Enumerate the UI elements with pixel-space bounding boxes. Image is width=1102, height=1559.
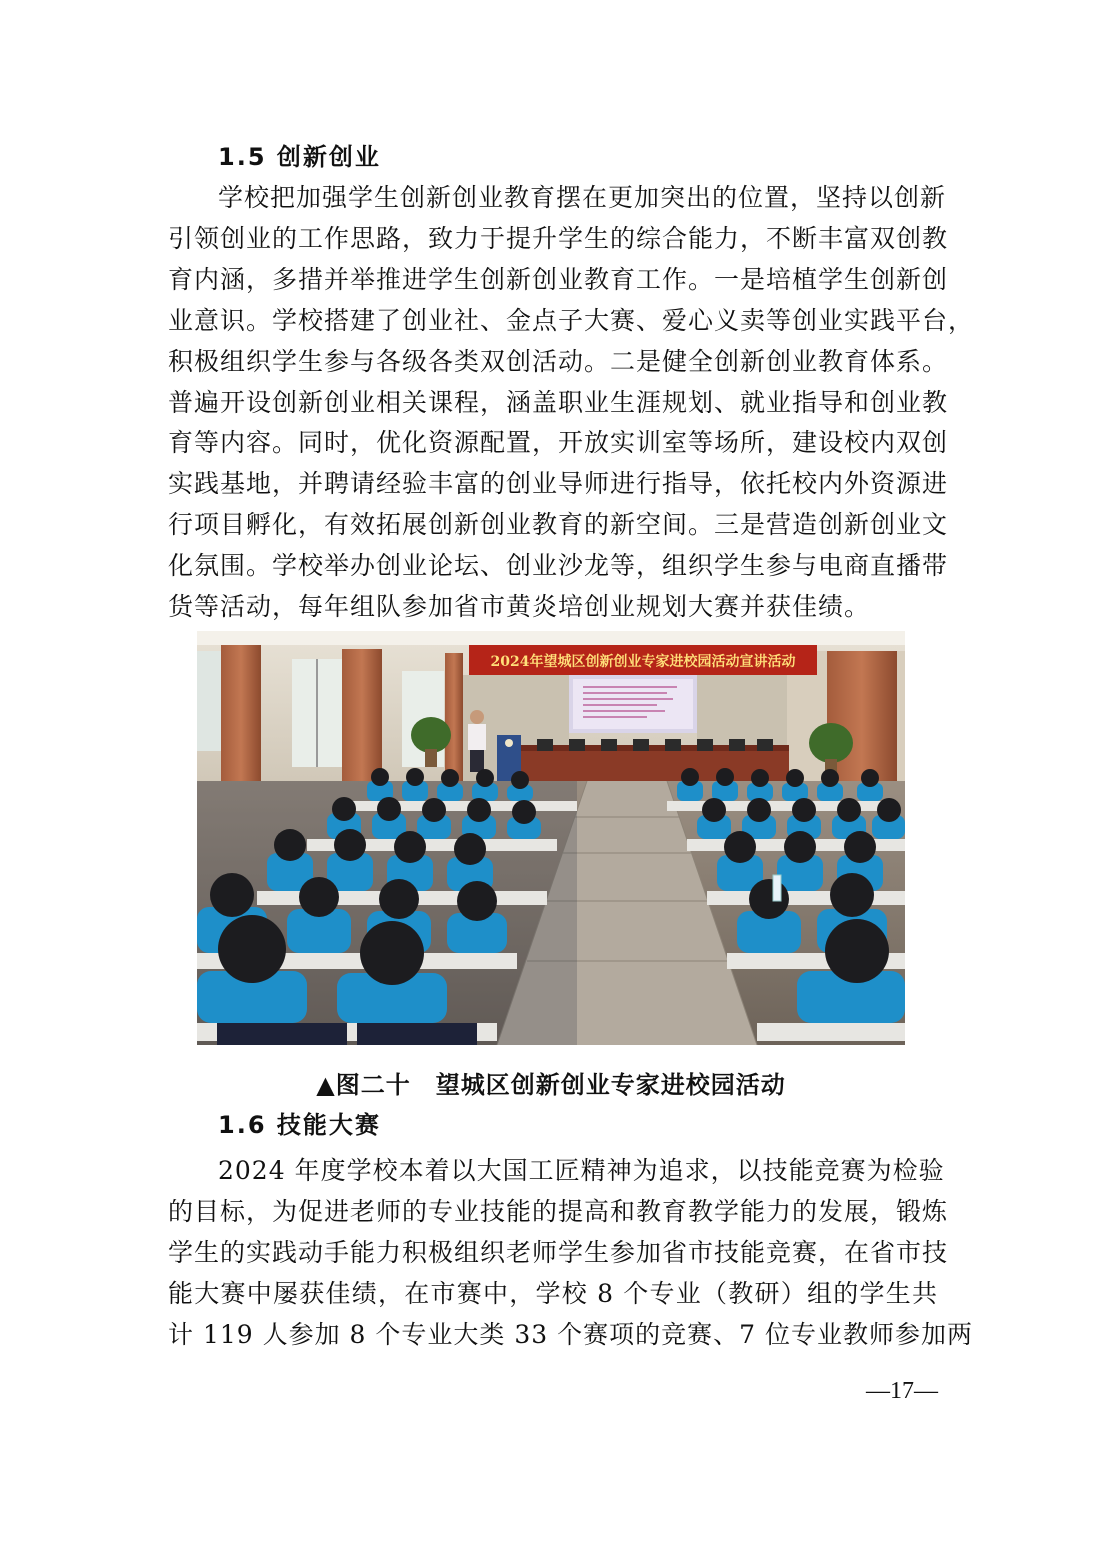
paragraph-line: 引领创业的工作思路，致力于提升学生的综合能力，不断丰富双创教 — [168, 223, 949, 253]
paragraph-line: 行项目孵化，有效拓展创新创业教育的新空间。三是营造创新创业文 — [168, 510, 949, 540]
paragraph-line: 普遍开设创新创业相关课程，涵盖职业生涯规划、就业指导和创业教 — [168, 387, 949, 417]
paragraph-skills-contest — [168, 1151, 973, 1356]
paragraph-line: 学校把加强学生创新创业教育摆在更加突出的位置，坚持以创新 — [218, 183, 947, 212]
event-photo — [197, 631, 905, 1045]
paragraph-line: 能大赛中屡获佳绩，在市赛中，学校 8 个专业（教研）组的学生共 — [168, 1278, 938, 1308]
paragraph-line: 育等内容。同时，优化资源配置，开放实训室等场所，建设校内双创 — [168, 428, 949, 458]
paragraph-line: 2024 年度学校本着以大国工匠精神为追求，以技能竞赛为检验 — [218, 1156, 945, 1185]
paragraph-line: 育内涵，多措并举推进学生创新创业教育工作。一是培植学生创新创 — [168, 264, 949, 294]
figure-caption: ▲图二十 望城区创新创业专家进校园活动 — [316, 1071, 786, 1099]
paragraph-line: 化氛围。学校举办创业论坛、创业沙龙等，组织学生参与电商直播带 — [168, 551, 949, 581]
section-heading-1-5: 1.5 创新创业 — [218, 143, 381, 171]
section-heading-1-6: 1.6 技能大赛 — [218, 1111, 381, 1139]
paragraph-line: 业意识。学校搭建了创业社、金点子大赛、爱心义卖等创业实践平台， — [168, 305, 975, 335]
paragraph-line: 积极组织学生参与各级各类双创活动。二是健全创新创业教育体系。 — [168, 346, 949, 376]
paragraph-line: 货等活动，每年组队参加省市黄炎培创业规划大赛并获佳绩。 — [168, 592, 871, 622]
paragraph-line: 计 119 人参加 8 个专业大类 33 个赛项的竞赛、7 位专业教师参加两 — [168, 1319, 973, 1349]
paragraph-innovation — [168, 178, 975, 628]
paragraph-line: 实践基地，并聘请经验丰富的创业导师进行指导，依托校内外资源进 — [168, 469, 949, 499]
banner-text: 2024年望城区创新创业专家进校园活动宣讲活动 — [490, 654, 796, 670]
paragraph-line: 学生的实践动手能力积极组织老师学生参加省市技能竞赛，在省市技 — [168, 1237, 949, 1267]
paragraph-line: 的目标，为促进老师的专业技能的提高和教育教学能力的发展，锻炼 — [168, 1196, 949, 1226]
page-number: —17— — [866, 1378, 938, 1404]
